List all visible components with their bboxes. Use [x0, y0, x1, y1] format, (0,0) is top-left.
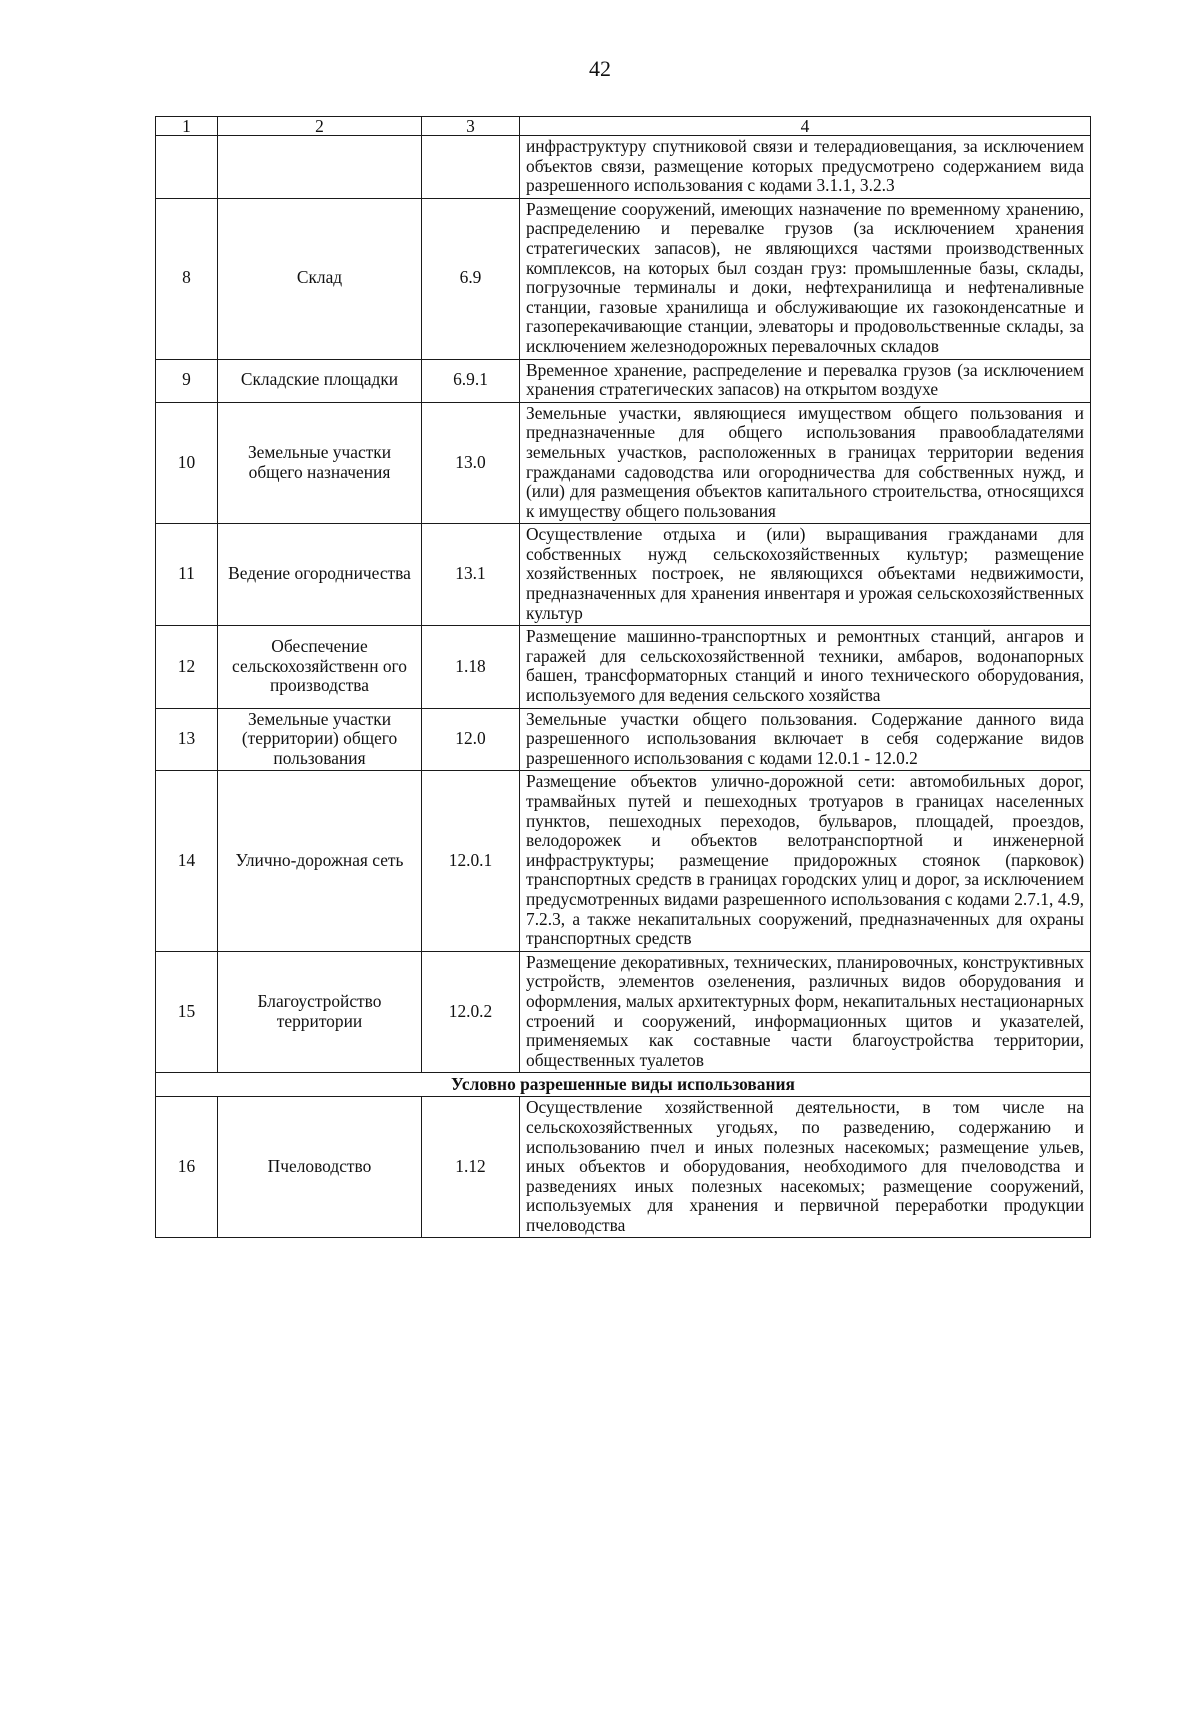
use-type-code: 12.0 — [422, 708, 520, 771]
page-number: 42 — [589, 56, 611, 81]
land-use-table — [155, 116, 1091, 1238]
table-row — [156, 524, 1091, 626]
use-type-description: Размещение машинно-транспортных и ремонтных станций, ангаров и гаражей для сельскохозяйственной техники, амбаров, водонапорных башен, трансформаторных станций и иного технического оборудования, используемого для ведения сельского хозяйства — [520, 626, 1091, 708]
row-number: 8 — [156, 198, 218, 359]
use-type-code: 12.0.1 — [422, 771, 520, 951]
row-number: 16 — [156, 1097, 218, 1238]
table-row — [156, 136, 1091, 199]
use-type-code: 13.1 — [422, 524, 520, 626]
use-type-name: Земельные участки общего назначения — [218, 402, 422, 524]
use-type-name: Ведение огородничества — [218, 524, 422, 626]
column-number-row — [156, 117, 1091, 136]
table-row — [156, 626, 1091, 708]
column-number-4: 4 — [520, 117, 1091, 136]
use-type-description: Размещение объектов улично-дорожной сети: автомобильных дорог, трамвайных путей и пешеходных тротуаров в границах населенных пунктов, пешеходных переходов, бульваров, площадей, проездов, велодорожек и объектов велотранспортной и инженерной инфраструктуры; размещение придорожных стоянок (парковок) транспортных средств в границах городских улиц и дорог, за исключением предусмотренных видами разрешенного использования с кодами 2.7.1, 4.9, 7.2.3, а также некапитальных сооружений, предназначенных для охраны транспортных средств — [520, 771, 1091, 951]
row-number: 11 — [156, 524, 218, 626]
table-row — [156, 951, 1091, 1073]
use-type-name: Обеспечение сельскохозяйственн ого производства — [218, 626, 422, 708]
table-row — [156, 1097, 1091, 1238]
row-number: 12 — [156, 626, 218, 708]
use-type-description: Временное хранение, распределение и перевалка грузов (за исключением хранения стратегических запасов) на открытом воздухе — [520, 359, 1091, 402]
row-number: 15 — [156, 951, 218, 1073]
column-number-2: 2 — [218, 117, 422, 136]
use-type-name: Земельные участки (территории) общего пользования — [218, 708, 422, 771]
table-row — [156, 402, 1091, 524]
row-number: 9 — [156, 359, 218, 402]
use-type-code: 6.9.1 — [422, 359, 520, 402]
use-type-code: 6.9 — [422, 198, 520, 359]
use-type-code: 12.0.2 — [422, 951, 520, 1073]
row-number: 10 — [156, 402, 218, 524]
table-row — [156, 708, 1091, 771]
use-type-description: Размещение декоративных, технических, планировочных, конструктивных устройств, элементов озеленения, различных видов оборудования и оформления, малых архитектурных форм, некапитальных нестационарных строений и сооружений, информационных щитов и указателей, применяемых как составные части благоустройства территории, общественных туалетов — [520, 951, 1091, 1073]
use-type-code — [422, 136, 520, 199]
use-type-description: Осуществление отдыха и (или) выращивания гражданами для собственных нужд сельскохозяйственных культур; размещение хозяйственных построек, не являющихся объектами недвижимости, предназначенных для хранения инвентаря и урожая сельскохозяйственных культур — [520, 524, 1091, 626]
use-type-name: Складские площадки — [218, 359, 422, 402]
use-type-description: Размещение сооружений, имеющих назначение по временному хранению, распределению и перевалке грузов (за исключением хранения стратегических запасов), не являющихся частями производственных комплексов, на которых был создан груз: промышленные базы, склады, погрузочные терминалы и доки, нефтехранилища и нефтеналивные станции, газовые хранилища и обслуживающие их газоконденсатные и газоперекачивающие станции, элеваторы и продовольственные склады, за исключением железнодорожных перевалочных складов — [520, 198, 1091, 359]
use-type-description: Земельные участки общего пользования. Содержание данного вида разрешенного использования включает в себя содержание видов разрешенного использования с кодами 12.0.1 - 12.0.2 — [520, 708, 1091, 771]
row-number: 14 — [156, 771, 218, 951]
use-type-name: Благоустройство территории — [218, 951, 422, 1073]
use-type-description: Осуществление хозяйственной деятельности, в том числе на сельскохозяйственных угодьях, по разведению, содержанию и использованию пчел и иных полезных насекомых; размещение ульев, иных объектов и оборудования, необходимого для пчеловодства и разведениях иных полезных насекомых; размещение сооружений, используемых для хранения и первичной переработки продукции пчеловодства — [520, 1097, 1091, 1238]
use-type-name: Склад — [218, 198, 422, 359]
column-number-3: 3 — [422, 117, 520, 136]
column-number-1: 1 — [156, 117, 218, 136]
section-title: Условно разрешенные виды использования — [156, 1073, 1091, 1097]
row-number — [156, 136, 218, 199]
row-number: 13 — [156, 708, 218, 771]
use-type-code: 1.12 — [422, 1097, 520, 1238]
use-type-name: Улично-дорожная сеть — [218, 771, 422, 951]
use-type-name — [218, 136, 422, 199]
use-type-name: Пчеловодство — [218, 1097, 422, 1238]
section-header-row — [156, 1073, 1091, 1097]
use-type-description: Земельные участки, являющиеся имуществом общего пользования и предназначенные для общего использования правообладателями земельных участков, расположенных в границах территории ведения гражданами садоводства или огородничества для собственных нужд, и (или) для размещения объектов капитального строительства, относящихся к имуществу общего пользования — [520, 402, 1091, 524]
use-type-code: 1.18 — [422, 626, 520, 708]
table-row — [156, 359, 1091, 402]
table-row — [156, 771, 1091, 951]
use-type-description: инфраструктуру спутниковой связи и телерадиовещания, за исключением объектов связи, размещение которых предусмотрено содержанием вида разрешенного использования с кодами 3.1.1, 3.2.3 — [520, 136, 1091, 199]
use-type-code: 13.0 — [422, 402, 520, 524]
table-row — [156, 198, 1091, 359]
